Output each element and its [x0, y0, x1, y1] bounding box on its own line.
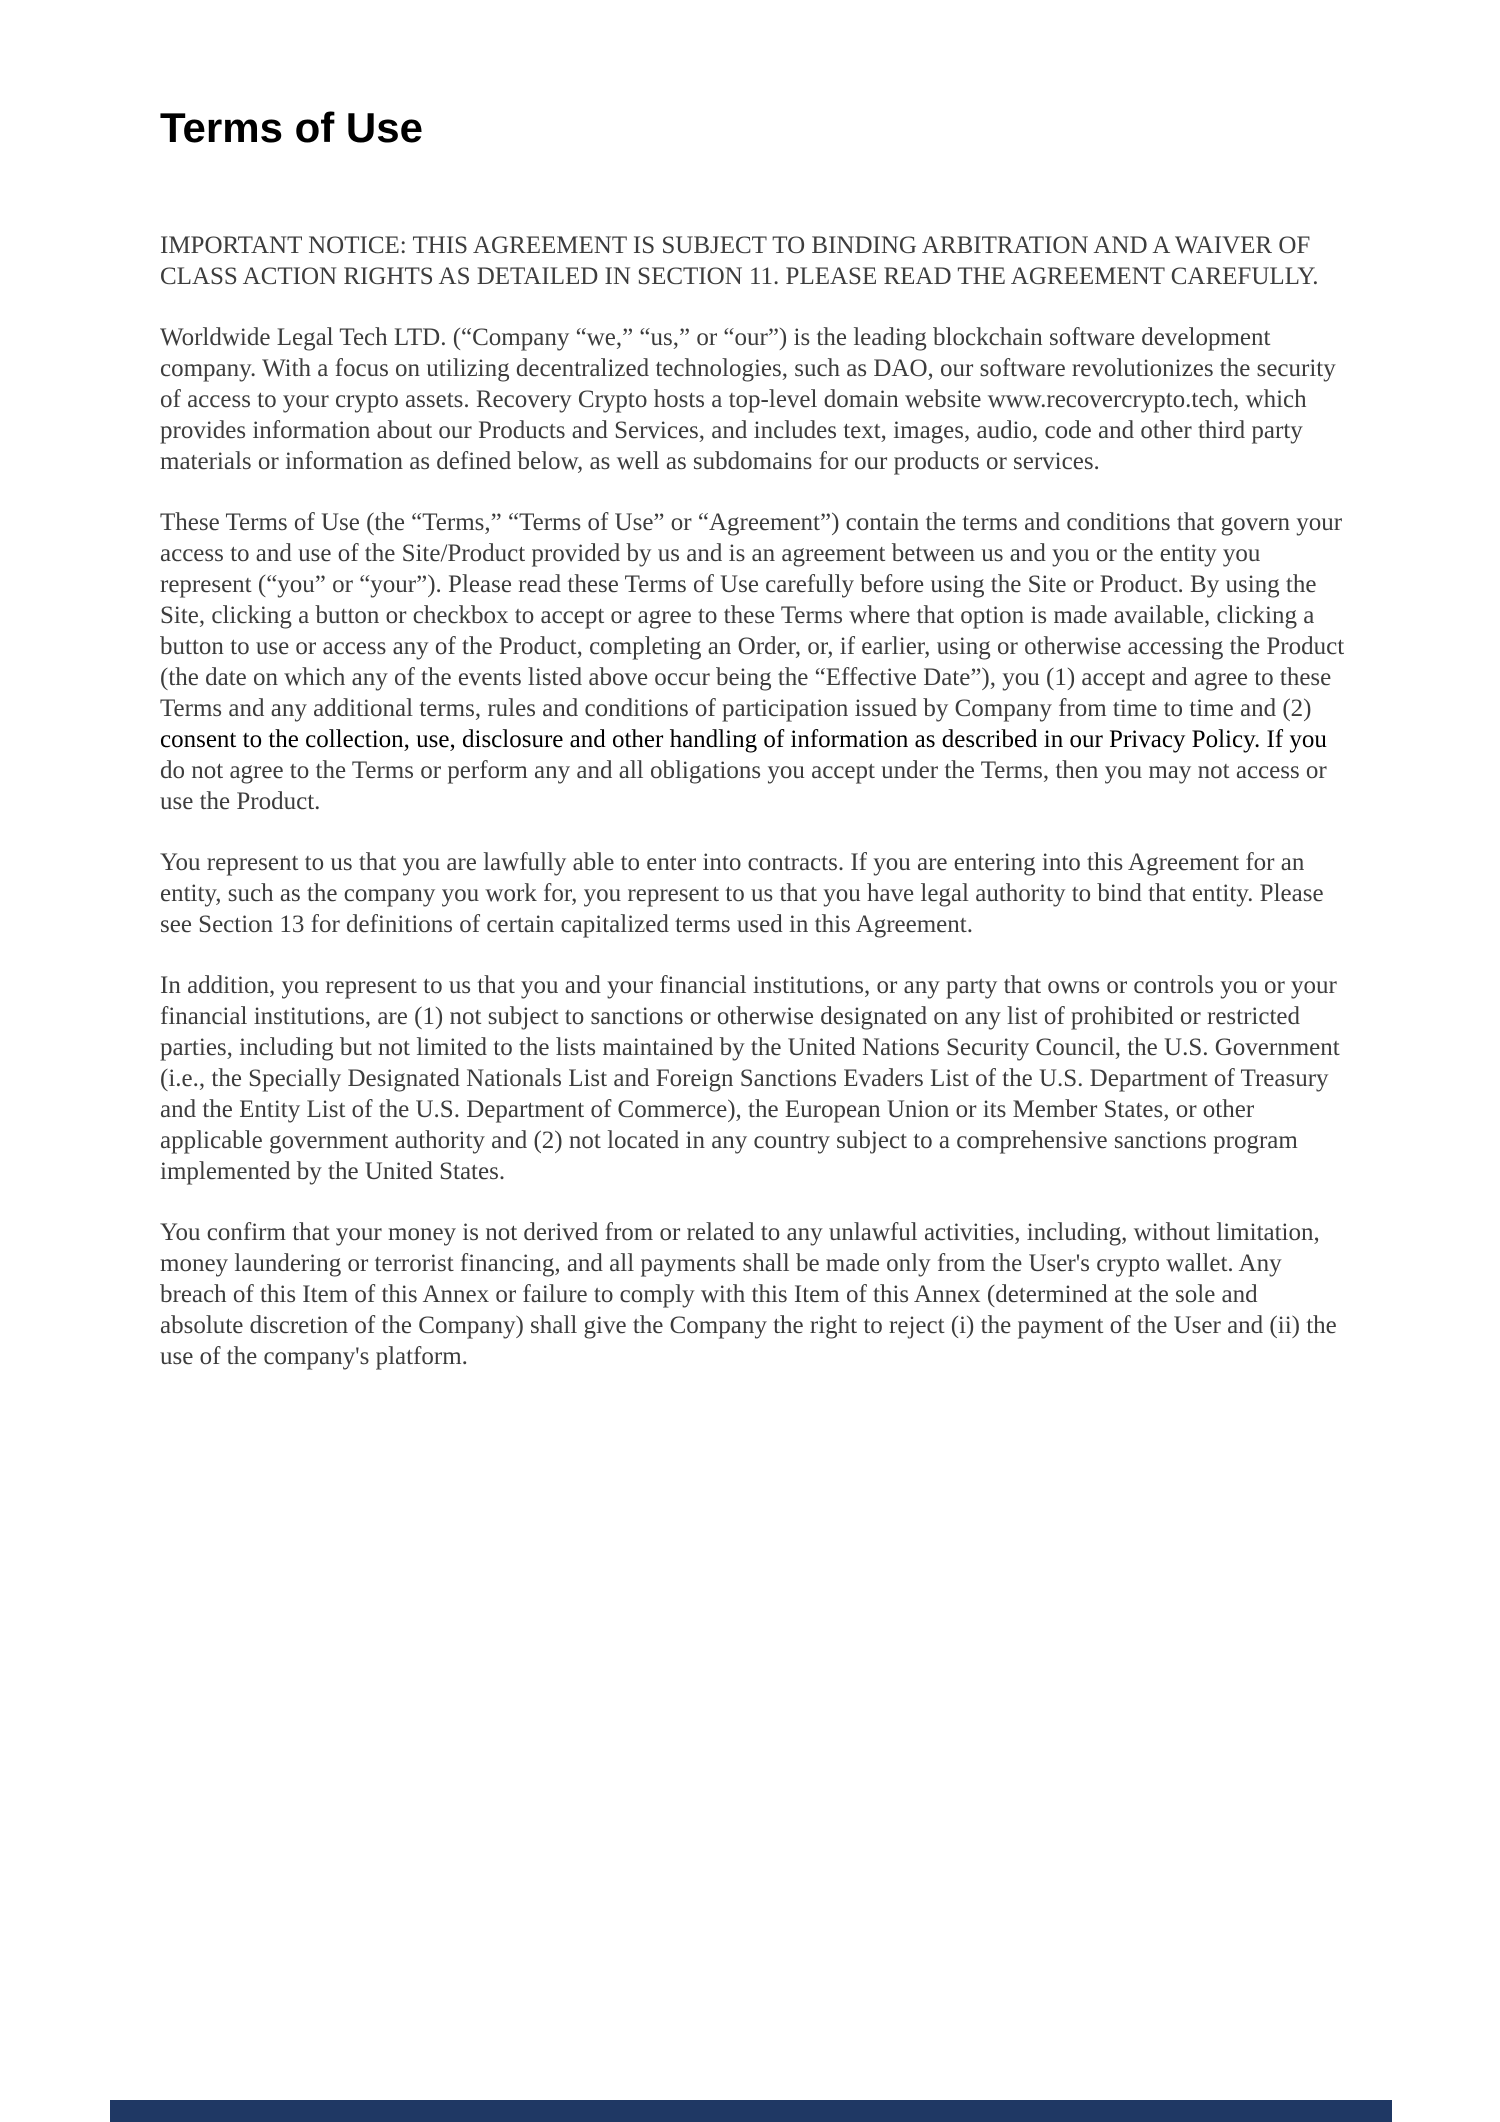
- terms-acceptance-text-before: These Terms of Use (the “Terms,” “Terms of Use” or “Agreement”) contain the terms and conditions that govern your access to and use of the Site/Product provided by us and is an agreement between us and you or the entity you represent (“you” or “your”). Please read these Terms of Use carefully before using the Site or Product. By using the Site, clicking a button or checkbox to accept or agree to these Terms where that option is made available, clicking a button to use or access any of the Product, completing an Order, or, if earlier, using or otherwise accessing the Product (the date on which any of the events listed above occur being the “Effective Date”), you (1) accept and agree to these Terms and any additional terms, rules and conditions of participation issued by Company from time to time and (2): [160, 509, 1345, 722]
- footer-bar: [110, 2100, 1392, 2122]
- paragraph-funds-confirmation: You confirm that your money is not derived from or related to any unlawful activities, including, without limitation, money laundering or terrorist financing, and all payments shall be made only from the User's crypto wallet. Any breach of this Item of this Annex or failure to comply with this Item of this Annex (determined at the sole and absolute discretion of the Company) shall give the Company the right to reject (i) the payment of the User and (ii) the use of the company's platform.: [160, 1219, 1337, 1370]
- paragraph-company-intro: Worldwide Legal Tech LTD. (“Company “we,” “us,” or “our”) is the leading blockchain software development company. With a focus on utilizing decentralized technologies, such as DAO, our software revolutionizes the security of access to your crypto assets. Recovery Crypto hosts a top-level domain website www.recovercrypto.tech, which provides information about our Products and Services, and includes text, images, audio, code and other third party materials or information as defined below, as well as subdomains for our products or services.: [160, 324, 1336, 475]
- page-title: Terms of Use: [160, 104, 423, 151]
- privacy-policy-emphasis: consent to the collection, use, disclosure and other handling of information as described in our Privacy Policy. If you: [160, 726, 1327, 753]
- paragraph-contract-capacity: You represent to us that you are lawfully able to enter into contracts. If you are entering into this Agreement for an entity, such as the company you work for, you represent to us that you have legal authority to bind that entity. Please see Section 13 for definitions of certain capitalized terms used in this Agreement.: [160, 849, 1324, 938]
- paragraph-sanctions: In addition, you represent to us that you and your financial institutions, or any party that owns or controls you or your financial institutions, are (1) not subject to sanctions or otherwise designated on any list of prohibited or restricted parties, including but not limited to the lists maintained by the United Nations Security Council, the U.S. Government (i.e., the Specially Designated Nationals List and Foreign Sanctions Evaders List of the U.S. Department of Treasury and the Entity List of the U.S. Department of Commerce), the European Union or its Member States, or other applicable government authority and (2) not located in any country subject to a comprehensive sanctions program implemented by the United States.: [160, 972, 1340, 1185]
- document-content: [160, 0, 1345, 1402]
- paragraph-terms-acceptance: [160, 507, 1345, 817]
- paragraph-important-notice: IMPORTANT NOTICE: THIS AGREEMENT IS SUBJECT TO BINDING ARBITRATION AND A WAIVER OF CLASS ACTION RIGHTS AS DETAILED IN SECTION 11. PLEASE READ THE AGREEMENT CAREFULLY.: [160, 232, 1319, 290]
- terms-acceptance-text-after: do not agree to the Terms or perform any and all obligations you accept under the Terms, then you may not access or use the Product.: [160, 757, 1327, 815]
- document-body: [160, 230, 1345, 1372]
